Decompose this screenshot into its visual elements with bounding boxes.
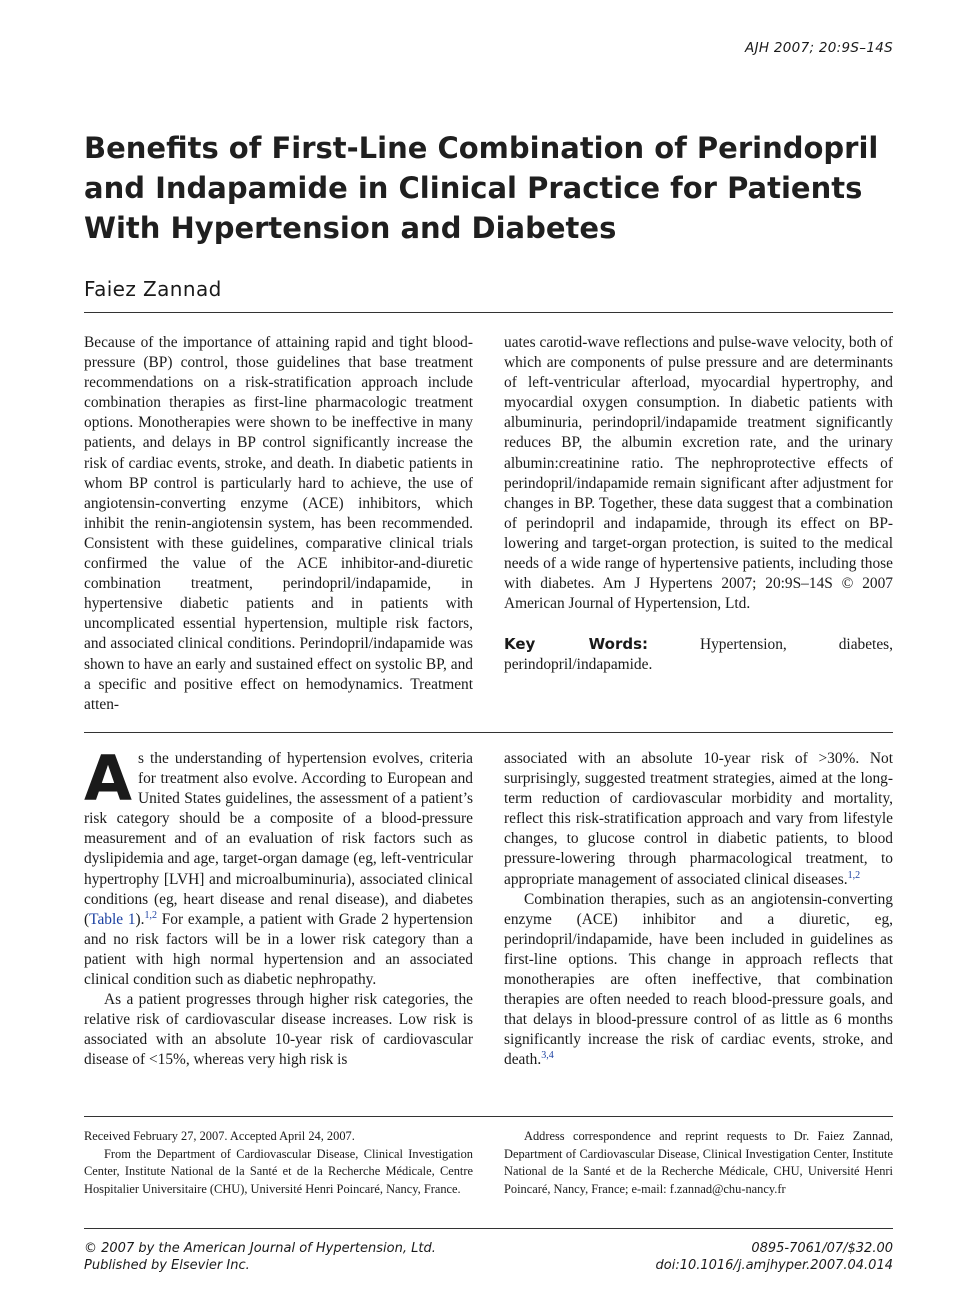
received-dates: Received February 27, 2007. Accepted April 24, 2007. [84,1129,355,1143]
body-paragraph-1-punct: ). [135,910,145,928]
author-name: Faiez Zannad [84,277,222,301]
keywords-label: Key Words: [504,635,649,654]
table-1-link[interactable]: Table 1 [89,910,136,928]
drop-cap: A [84,742,132,815]
footer-right [656,1241,894,1274]
body-paragraph-3 [504,890,893,1071]
body-paragraph-2: As a patient progresses through higher risk categories, the relative risk of cardiovascular disease increases. Low risk is associated with an absolute 10-year risk of cardiovascular disease of <15%, whereas very high risk is [84,991,473,1069]
doi-link[interactable]: doi:10.1016/j.amjhyper.2007.04.014 [655,1257,893,1273]
abstract-left-column [84,333,473,715]
publisher-line: Published by Elsevier Inc. [84,1257,250,1273]
body-paragraph-2-continued-text: associated with an absolute 10-year risk of >30%. Not surprisingly, suggested treatment strategies, aimed at the long-term reduction of cardiovascular morbidity and mortality, reflect this risk-stratification approach and vary from lifestyle changes, to glucose control in diabetic patients, to blood pressure-lowering through pharmacological treatment, to appropriate management of associated clinical diseases. [504,750,893,888]
abstract-text-part-1: Because of the importance of attaining rapid and tight blood-pressure (BP) control, those guidelines that base treatment recommendations on a risk-stratification approach include combination therapies as first-line pharmacologic treatment options. Monotherapies were shown to be ineffective in many patients, and delays in BP control significantly increase the risk of cardiac events, stroke, and death. In diabetic patients in whom BP control is particularly hard to achieve, the use of angiotensin-converting enzyme (ACE) inhibitors, which inhibit the renin-angiotensin system, has been recommended. Consistent with these guidelines, comparative clinical trials confirmed the value of the ACE inhibitor-and-diuretic combination treatment, perindopril/indapamide, in hypertensive diabetic patients and in patients with uncomplicated essential hypertension, multiple risk factors, and associated clinical conditions. Perindopril/indapamide was shown to have an early and sustained effect on systolic BP, and a specific and positive effect on hemodynamics. Treatment atten- [84,334,473,713]
keywords-list: Hypertension, diabetes, perindopril/indapamide. [504,636,893,674]
citation-link[interactable]: 1,2 [847,869,861,881]
footnote-right [504,1128,893,1198]
body-left-column [84,742,473,1071]
footnote-divider [84,1116,893,1117]
article-title: Benefits of First-Line Combination of Perindopril and Indapamide in Clinical Practice for Patients With Hypertension and Diabetes [84,131,879,245]
copyright-line: © 2007 by the American Journal of Hypertension, Ltd. [84,1241,436,1256]
abstract-divider [84,732,893,733]
journal-reference: AJH 2007; 20:9S–14S [745,40,893,56]
issn-price: 0895-7061/07/$32.00 [751,1241,893,1256]
footnote-left [84,1128,473,1198]
body-paragraph-2-continued [504,749,893,890]
correspondence-address: Address correspondence and reprint requests to Dr. Faiez Zannad, Department of Cardiovascular Disease, Clinical Investigation Center, Institute National de la Santé et de la Recherche Médicale, CHU, Université Henri Poincaré, Nancy, France; e-mail: f.zannad@chu-nancy.fr [504,1129,893,1196]
author-affiliation: From the Department of Cardiovascular Disease, Clinical Investigation Center, Institute National de la Santé et de la Recherche Médicale, Centre Hospitalier Universitaire (CHU), Université Henri Poincaré, Nancy, France. [84,1146,473,1196]
body-right-column [504,749,893,1071]
footer-divider [84,1228,893,1229]
body-paragraph-1-text: s the understanding of hypertension evolves, criteria for treatment also evolve. According to European and United States guidelines, the assessment of a patient’s risk category should be a composite of a blood-pressure measurement and of an evaluation of risk factors such as dyslipidemia and age, target-organ damage (eg, left-ventricular hypertrophy [LVH] and microalbuminuria), associated clinical conditions (eg, heart disease and renal disease), and diabetes ( [84,750,473,928]
abstract-right-column [504,333,893,676]
footer-left [84,1241,436,1274]
citation-link[interactable]: 1,2 [144,909,157,921]
header-divider [84,312,893,313]
body-paragraph-1 [84,742,473,990]
citation-link[interactable]: 3,4 [541,1050,554,1062]
body-paragraph-1-end: For example, a patient with Grade 2 hypertension and no risk factors will be in a lower risk category than a patient with high normal hypertension and an associated clinical condition such as diabetic nephropathy. [84,910,473,989]
keywords [504,634,893,675]
abstract-text-part-2: uates carotid-wave reflections and pulse-wave velocity, both of which are components of pulse pressure and are determinants of left-ventricular afterload, myocardial hypertrophy, and myocardial oxygen consumption. In diabetic patients with albuminuria, perindopril/indapamide treatment significantly reduces BP, the albumin excretion rate, and the urinary albumin:creatinine ratio. The nephroprotective effects of perindopril/indapamide remain significant after adjustment for changes in BP. Together, these data suggest that a combination of perindopril and indapamide, through its effect on BP-lowering and target-organ protection, is suited to the medical needs of a wide range of hypertensive patients, including those with diabetes. Am J Hypertens 2007; 20:9S–14S © 2007 American Journal of Hypertension, Ltd. [504,334,893,613]
body-paragraph-3-text: Combination therapies, such as an angiotensin-converting enzyme (ACE) inhibitor and a diuretic, eg, perindopril/indapamide, have been included in guidelines as first-line options. This change in approach reflects that monotherapies are often ineffective, that combination therapies are often needed to reach blood-pressure goals, and that delays in blood-pressure control of as little as 6 months significantly increase the risk of cardiac events, stroke, and death. [504,890,893,1069]
